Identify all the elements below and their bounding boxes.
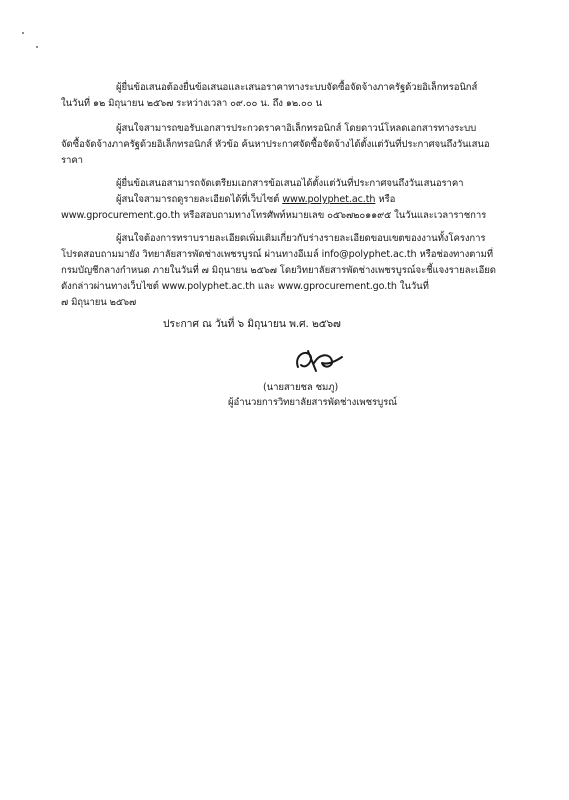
paragraph-1-line-1: ผู้ยื่นข้อเสนอต้องยื่นข้อเสนอและเสนอราคาทางระบบจัดซื้อจัดจ้างภาครัฐด้วยอิเล็กทรอนิกส์	[116, 82, 478, 93]
paragraph-2-line-3: ราคา	[61, 155, 83, 166]
polyphet-link[interactable]: www.polyphet.ac.th	[282, 194, 376, 205]
paragraph-4-line-1	[116, 194, 395, 206]
website-text: ผู้สนใจสามารถดูรายละเอียดได้ที่เว็บไซต์	[116, 194, 280, 205]
scan-speck	[22, 32, 24, 34]
or-text: หรือ	[378, 194, 396, 205]
paragraph-2-line-2: จัดซื้อจัดจ้างภาครัฐด้วยอิเล็กทรอนิกส์ หัวข้อ ค้นหาประกาศจัดซื้อจัดจ้างได้ตั้งแต่วันที่ประกาศจนถึงวันเสนอ	[61, 139, 490, 150]
paragraph-3-line-1: ผู้ยื่นข้อเสนอสามารถจัดเตรียมเอกสารข้อเสนอได้ตั้งแต่วันที่ประกาศจนถึงวันเสนอราคา	[116, 178, 464, 189]
paragraph-5-line-4: ดังกล่าวผ่านทางเว็บไซต์ www.polyphet.ac.th และ www.gprocurement.go.th ในวันที่	[61, 281, 429, 292]
signature-mark	[292, 343, 346, 377]
scan-speck	[36, 46, 38, 48]
announcement-date: ประกาศ ณ วันที่ ๖ มิถุนายน พ.ศ. ๒๕๖๗	[163, 318, 341, 330]
paragraph-2-line-1: ผู้สนใจสามารถขอรับเอกสารประกวดราคาอิเล็กทรอนิกส์ โดยดาวน์โหลดเอกสารทางระบบ	[116, 123, 477, 134]
signer-name: (นายสายชล ชมภู)	[263, 382, 339, 393]
paragraph-5-line-3: กรมบัญชีกลางกำหนด ภายในวันที่ ๗ มิถุนายน ๒๕๖๗ โดยวิทยาลัยสารพัดช่างเพชรบูรณ์จะชี้แจงรายละเอียด	[61, 265, 496, 276]
paragraph-1-line-2: ในวันที่ ๑๒ มิถุนายน ๒๕๖๗ ระหว่างเวลา ๐๙.๐๐ น. ถึง ๑๒.๐๐ น	[61, 98, 322, 109]
paragraph-4-line-2: www.gprocurement.go.th หรือสอบถามทางโทรศัพท์หมายเลข ๐๕๖๗๒๐๑๑๙๕ ในวันและเวลาราชการ	[61, 210, 487, 221]
paragraph-5-line-2: โปรดสอบถามมายัง วิทยาลัยสารพัดช่างเพชรบูรณ์ ผ่านทางอีเมล์ info@polyphet.ac.th หรือช่องทางตามที่	[61, 249, 494, 260]
paragraph-5-line-5: ๗ มิถุนายน ๒๕๖๗	[61, 297, 137, 308]
paragraph-5-line-1: ผู้สนใจต้องการทราบรายละเอียดเพิ่มเติมเกี่ยวกับร่างรายละเอียดขอบเขตของงานทั้งโครงการ	[116, 233, 486, 244]
signer-title: ผู้อำนวยการวิทยาลัยสารพัดช่างเพชรบูรณ์	[228, 397, 397, 408]
